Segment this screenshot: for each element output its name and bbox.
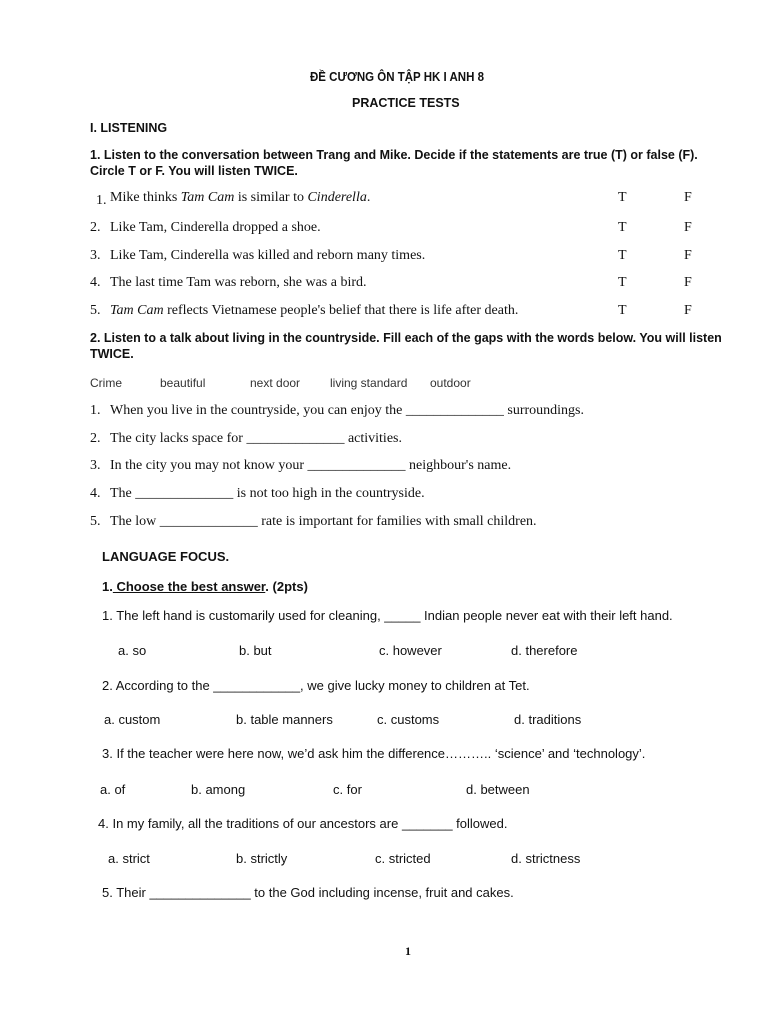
tf-item-text: Mike thinks Tam Cam is similar to Cinderella. — [110, 190, 371, 205]
false-option[interactable]: F — [684, 220, 692, 235]
page-number: 1 — [405, 944, 411, 958]
tf-item-number: 3. — [90, 248, 101, 263]
true-option[interactable]: T — [618, 220, 627, 235]
answer-option[interactable]: d. traditions — [514, 712, 582, 727]
gap-item-text: The low ______________ rate is important for families with small children. — [110, 514, 537, 529]
gap-item-text: In the city you may not know your ______________ neighbour's name. — [110, 458, 512, 473]
gap-item-number: 5. — [90, 514, 101, 529]
gap-item-number: 1. — [90, 403, 101, 418]
answer-option[interactable]: d. strictness — [511, 851, 581, 866]
answer-option[interactable]: a. of — [100, 782, 126, 797]
answer-option[interactable]: c. customs — [377, 712, 440, 727]
false-option[interactable]: F — [684, 275, 692, 290]
question-text: 4. In my family, all the traditions of our ancestors are _______ followed. — [98, 816, 508, 831]
false-option[interactable]: F — [684, 248, 692, 263]
question-text: 5. Their ______________ to the God including incense, fruit and cakes. — [102, 885, 514, 900]
answer-option[interactable]: a. strict — [108, 851, 150, 866]
question-text: 2. According to the ____________, we give lucky money to children at Tet. — [102, 678, 530, 693]
answer-option[interactable]: a. so — [118, 643, 147, 658]
answer-option[interactable]: b. strictly — [236, 851, 288, 866]
part2-instruction: 2. Listen to a talk about living in the countryside. Fill each of the gaps with the words below. You will listen TWICE. — [90, 331, 722, 361]
wordbank-word: living standard — [330, 376, 408, 390]
tf-item-number: 5. — [90, 303, 101, 318]
gap-item-number: 2. — [90, 431, 101, 446]
answer-option[interactable]: c. however — [379, 643, 442, 658]
part1-instruction: 1. Listen to the conversation between Trang and Mike. Decide if the statements are true (T) or false (F). Circle T or F. You will listen TWICE. — [90, 148, 698, 178]
false-option[interactable]: F — [684, 190, 692, 205]
answer-option[interactable]: b. but — [239, 643, 272, 658]
document-title: ĐỀ CƯƠNG ÔN TẬP HK I ANH 8 — [310, 70, 484, 84]
wordbank-word: beautiful — [160, 376, 206, 390]
true-option[interactable]: T — [618, 248, 627, 263]
answer-option[interactable]: b. table manners — [236, 712, 333, 727]
tf-item-text: The last time Tam was reborn, she was a bird. — [110, 275, 367, 290]
tf-item-number: 4. — [90, 275, 101, 290]
tf-item-number: 1. — [96, 193, 107, 208]
true-option[interactable]: T — [618, 275, 627, 290]
section-heading-language-focus: LANGUAGE FOCUS. — [102, 549, 230, 564]
true-option[interactable]: T — [618, 190, 627, 205]
tf-item — [96, 191, 107, 209]
answer-option[interactable]: d. between — [466, 782, 530, 797]
question-text: 3. If the teacher were here now, we’d ask him the difference……….. ‘science’ and ‘technology’. — [102, 746, 646, 761]
question-text: 1. The left hand is customarily used for cleaning, _____ Indian people never eat with their left hand. — [102, 608, 673, 623]
gap-item-text: The city lacks space for ______________ activities. — [110, 431, 402, 446]
document-subtitle: PRACTICE TESTS — [352, 96, 460, 110]
gap-item-text: The ______________ is not too high in the countryside. — [110, 486, 425, 501]
wordbank-word: Crime — [90, 376, 122, 390]
tf-item-text: Tam Cam reflects Vietnamese people's belief that there is life after death. — [110, 303, 519, 318]
gap-item-text: When you live in the countryside, you can enjoy the ______________ surroundings. — [110, 403, 584, 418]
wordbank-word: next door — [250, 376, 301, 390]
false-option[interactable]: F — [684, 303, 692, 318]
gap-item-number: 4. — [90, 486, 101, 501]
answer-option[interactable]: c. stricted — [375, 851, 431, 866]
gap-item-number: 3. — [90, 458, 101, 473]
true-option[interactable]: T — [618, 303, 627, 318]
answer-option[interactable]: a. custom — [104, 712, 161, 727]
answer-option[interactable]: b. among — [191, 782, 246, 797]
task-heading: 1. Choose the best answer. (2pts) — [102, 579, 308, 594]
tf-item-text: Like Tam, Cinderella was killed and reborn many times. — [110, 248, 426, 263]
answer-option[interactable]: d. therefore — [511, 643, 578, 658]
answer-option[interactable]: c. for — [333, 782, 362, 797]
tf-item-number: 2. — [90, 220, 101, 235]
section-heading-listening: I. LISTENING — [90, 121, 168, 135]
wordbank-word: outdoor — [430, 376, 471, 390]
tf-item-text: Like Tam, Cinderella dropped a shoe. — [110, 220, 321, 235]
